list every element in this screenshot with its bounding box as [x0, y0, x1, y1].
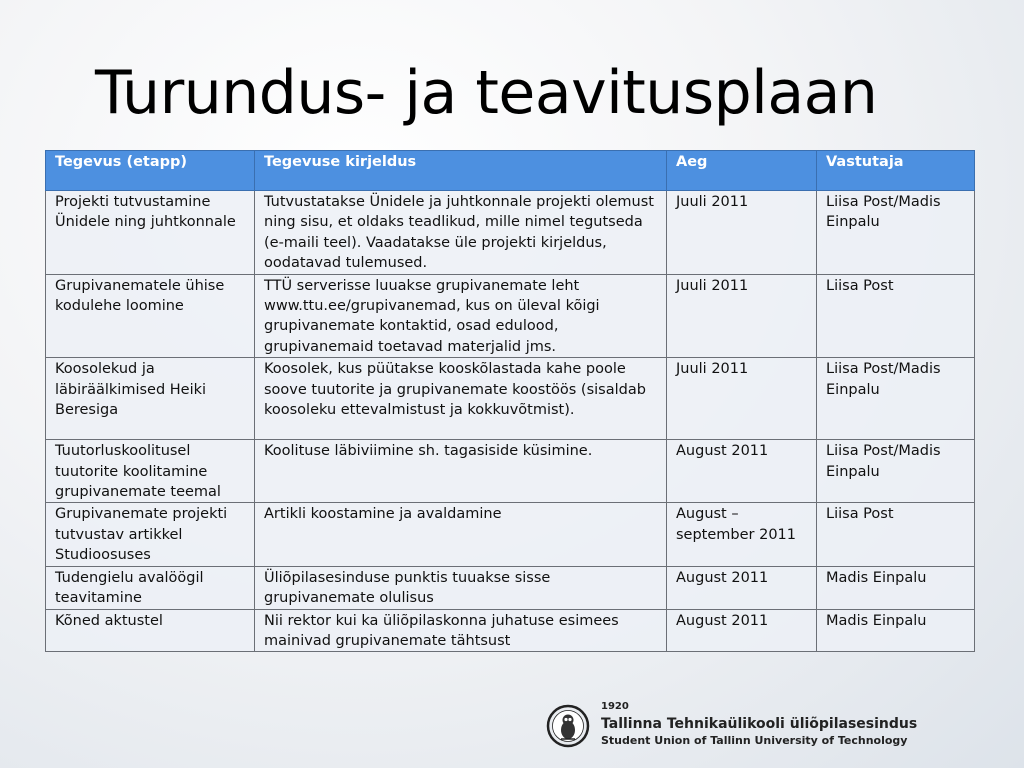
cell-responsible: Madis Einpalu [817, 609, 975, 652]
table-row [46, 274, 975, 358]
cell-activity: Tuutorluskoolitusel tuutorite koolitamine grupivanemate teemal [46, 440, 255, 503]
logo-name: Tallinna Tehnikaülikooli üliõpilasesindus [601, 716, 918, 732]
cell-responsible: Liisa Post [817, 503, 975, 566]
cell-description: Tutvustatakse Ünidele ja juhtkonnale projekti olemust ning sisu, et oldaks teadlikud, mille nimel tegutseda (e-maili teel). Vaadatakse üle projekti kirjeldus, oodatavad tulemused. [255, 191, 667, 275]
cell-time: August – september 2011 [667, 503, 817, 566]
cell-responsible: Madis Einpalu [817, 566, 975, 609]
cell-responsible: Liisa Post [817, 274, 975, 358]
cell-time: August 2011 [667, 609, 817, 652]
cell-description: Artikli koostamine ja avaldamine [255, 503, 667, 566]
header-responsible: Vastutaja [817, 151, 975, 191]
cell-description: Koosolek, kus püütakse kooskõlastada kahe poole soove tuutorite ja grupivanemate koostöös (sisaldab koosoleku ettevalmistust ja kokkuvõtmist). [255, 358, 667, 440]
table-row [46, 358, 975, 440]
table-row [46, 503, 975, 566]
cell-responsible: Liisa Post/Madis Einpalu [817, 358, 975, 440]
cell-description: Nii rektor kui ka üliõpilaskonna juhatuse esimees mainivad grupivanemate tähtsust [255, 609, 667, 652]
cell-time: Juuli 2011 [667, 274, 817, 358]
cell-activity: Projekti tutvustamine Ünidele ning juhtkonnale [46, 191, 255, 275]
cell-time: Juuli 2011 [667, 358, 817, 440]
header-activity: Tegevus (etapp) [46, 151, 255, 191]
table-row [46, 609, 975, 652]
cell-time: August 2011 [667, 440, 817, 503]
cell-time: Juuli 2011 [667, 191, 817, 275]
table-header-row [46, 151, 975, 191]
cell-responsible: Liisa Post/Madis Einpalu [817, 191, 975, 275]
logo-year: 1920 [601, 701, 629, 712]
student-union-logo [546, 700, 918, 756]
table-row [46, 191, 975, 275]
cell-activity: Kõned aktustel [46, 609, 255, 652]
header-time: Aeg [667, 151, 817, 191]
marketing-plan-table [45, 150, 975, 652]
logo-name-english: Student Union of Tallinn University of Technology [601, 734, 908, 747]
table-row [46, 566, 975, 609]
cell-activity: Grupivanemate projekti tutvustav artikkel Studioosuses [46, 503, 255, 566]
cell-responsible: Liisa Post/Madis Einpalu [817, 440, 975, 503]
cell-description: TTÜ serverisse luuakse grupivanemate leht www.ttu.ee/grupivanemad, kus on üleval kõigi grupivanemate kontaktid, osad edulood, grupivanemaid toetavad materjalid jms. [255, 274, 667, 358]
owl-seal-icon [546, 704, 590, 748]
header-description: Tegevuse kirjeldus [255, 151, 667, 191]
cell-activity: Tudengielu avalöögil teavitamine [46, 566, 255, 609]
table-row [46, 440, 975, 503]
slide-title: Turundus- ja teavitusplaan [95, 58, 878, 128]
cell-time: August 2011 [667, 566, 817, 609]
cell-description: Koolituse läbiviimine sh. tagasiside küsimine. [255, 440, 667, 503]
cell-activity: Grupivanematele ühise kodulehe loomine [46, 274, 255, 358]
cell-activity: Koosolekud ja läbiräälkimised Heiki Beresiga [46, 358, 255, 440]
cell-description: Üliõpilasesinduse punktis tuuakse sisse grupivanemate olulisus [255, 566, 667, 609]
